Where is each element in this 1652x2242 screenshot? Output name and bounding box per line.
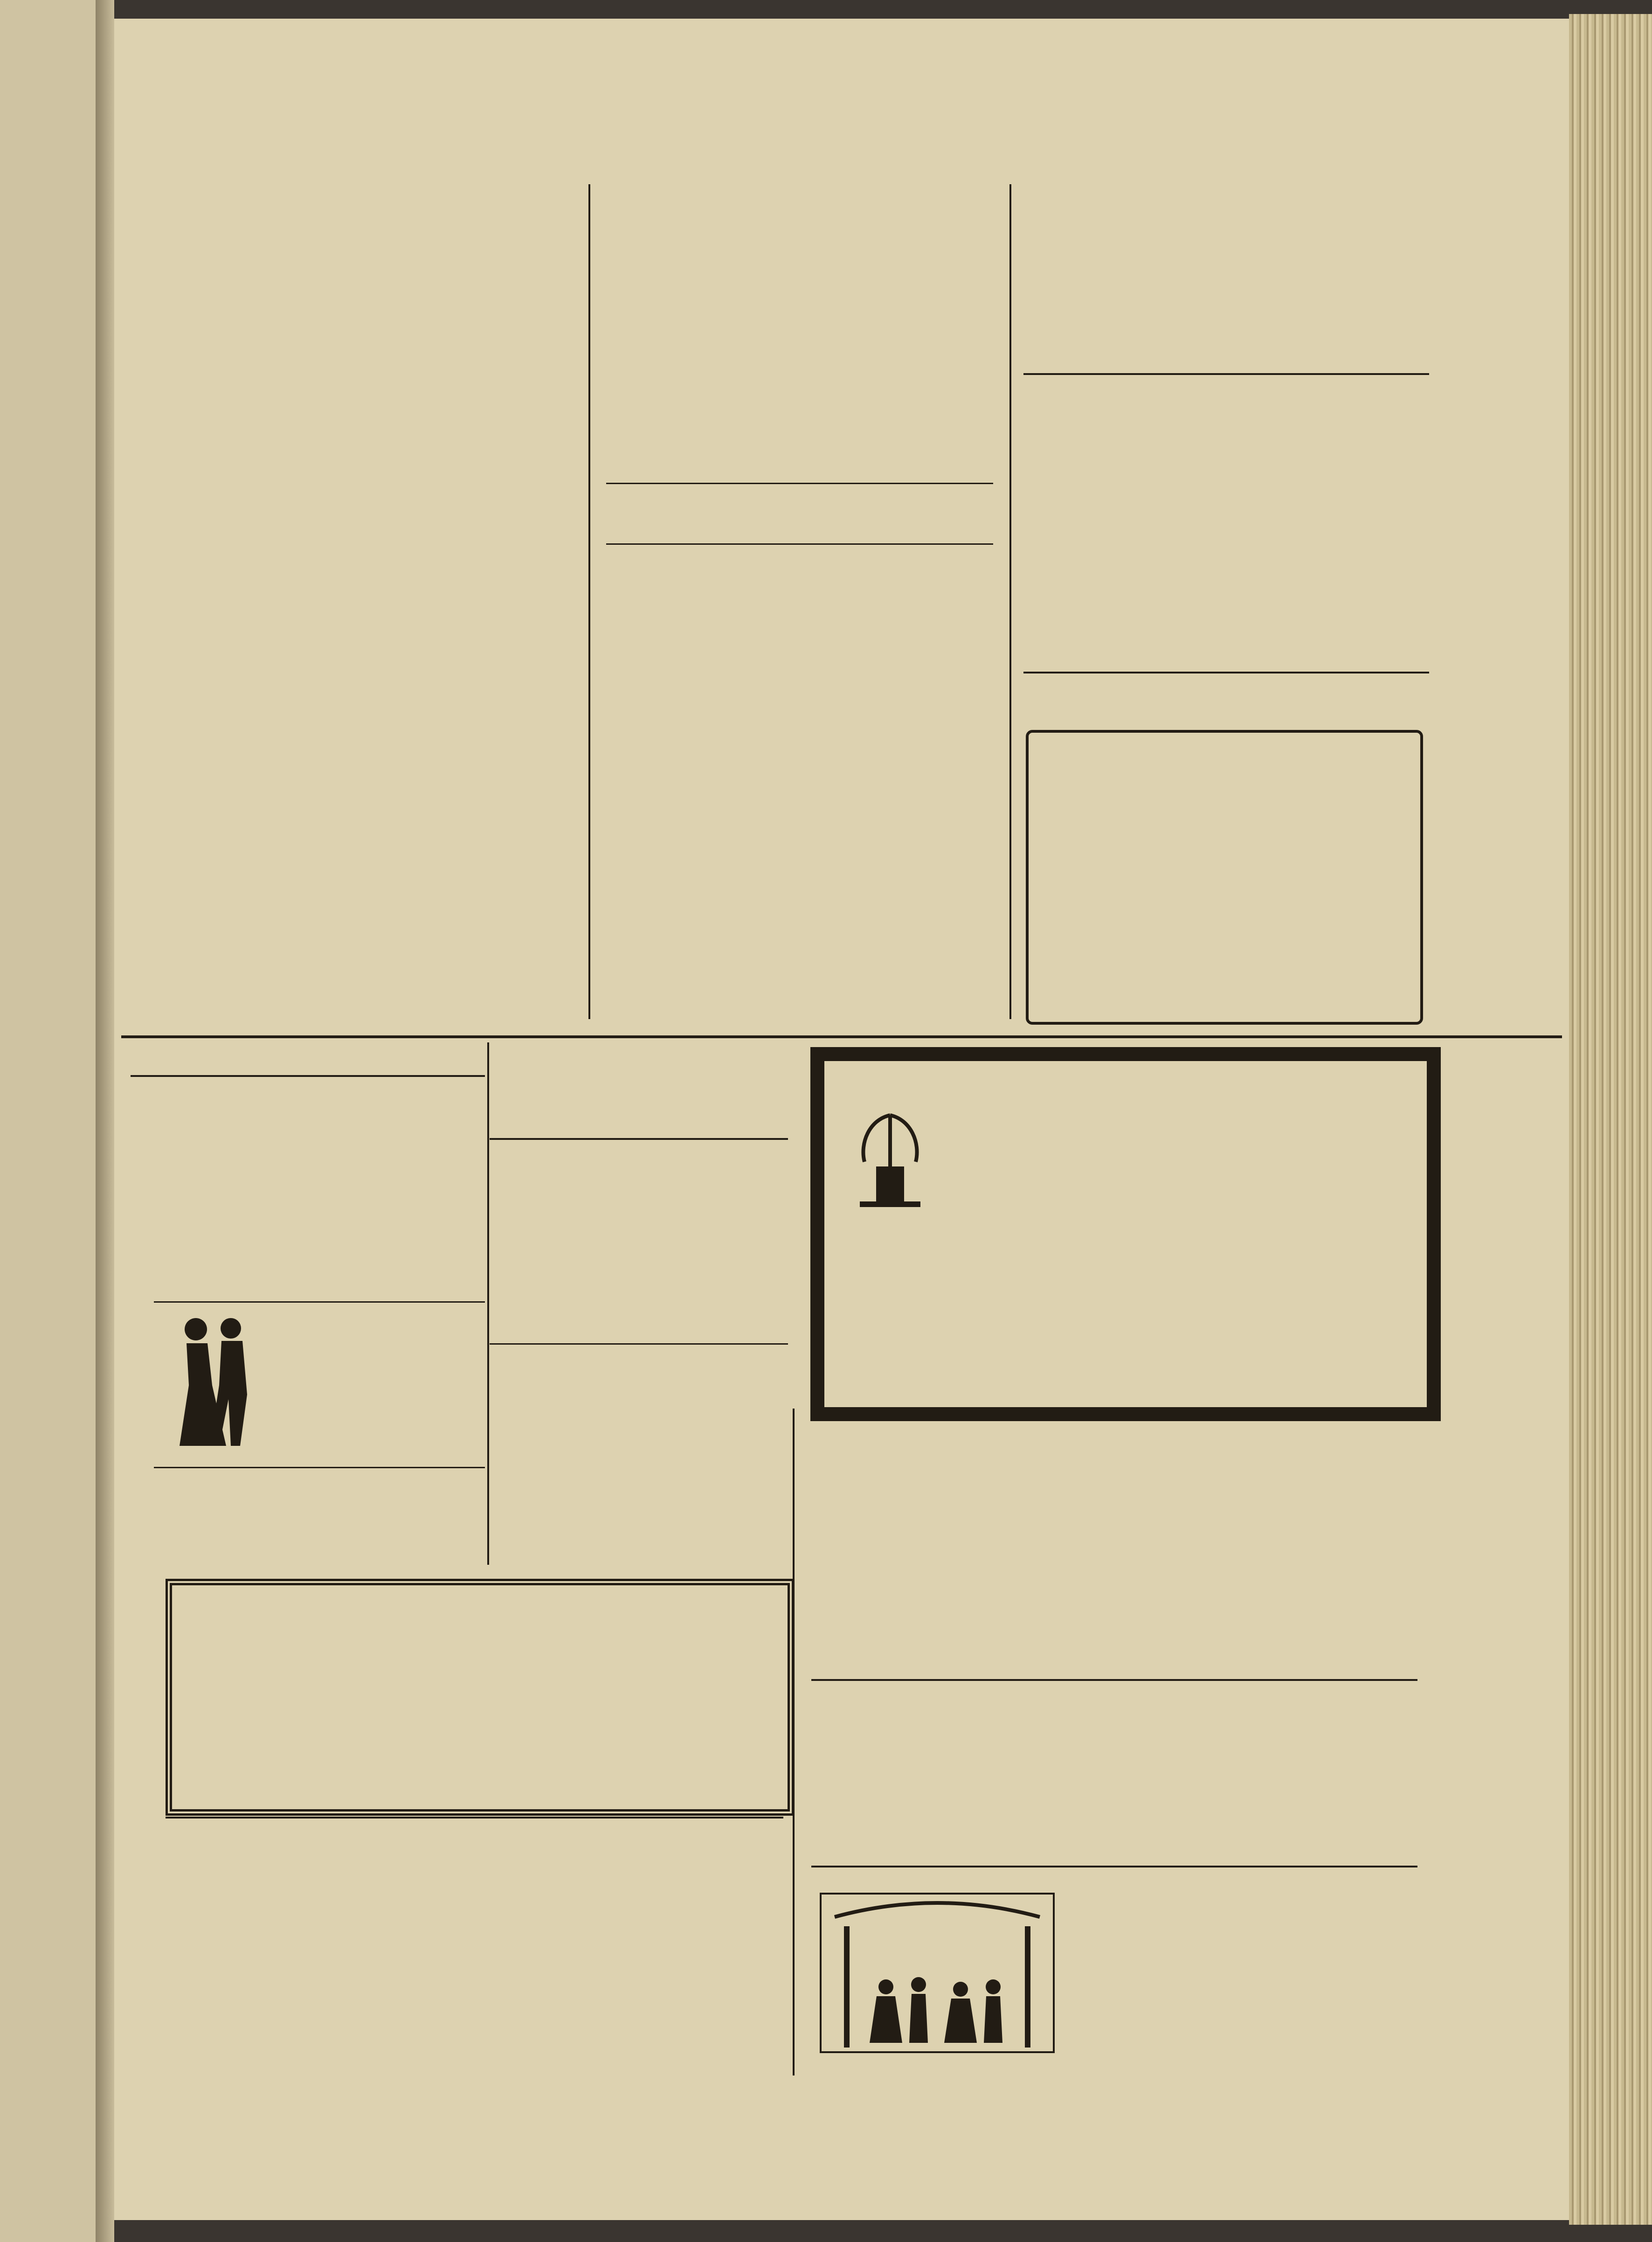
rule-heavy: [121, 1035, 1562, 1038]
book-gutter: [96, 0, 114, 2242]
dance-hall-illustration-icon: [816, 1884, 1058, 2062]
rule: [606, 483, 993, 484]
page-stack-edge: [1569, 14, 1652, 2225]
column-rule: [793, 1409, 795, 2075]
rule: [1023, 672, 1429, 673]
rule: [131, 1075, 485, 1077]
article-zurich: [173, 184, 578, 1014]
left-page-fragments: [0, 0, 33, 2242]
hochzeit-box: [166, 1579, 794, 1816]
rule: [1023, 373, 1429, 375]
death-notice: [810, 1047, 1441, 1421]
rule: [811, 1866, 1417, 1867]
rule: [490, 1138, 788, 1140]
column-rule: [487, 1042, 489, 1565]
schall-ad: [1026, 730, 1423, 1025]
rule: [811, 1409, 1417, 1410]
grave-tree-icon: [850, 1106, 930, 1208]
rule: [490, 1343, 788, 1345]
dancing-couple-icon: [161, 1311, 268, 1451]
column-rule: [1009, 184, 1011, 1019]
feier-heading: [839, 1716, 1399, 1718]
rule: [154, 1301, 485, 1303]
rule: [606, 543, 993, 545]
rule: [154, 1467, 485, 1468]
rule: [811, 1679, 1417, 1681]
column-rule: [588, 184, 590, 1019]
rule: [166, 1817, 783, 1819]
left-page: [0, 0, 96, 2242]
article-column-2: [601, 184, 998, 485]
